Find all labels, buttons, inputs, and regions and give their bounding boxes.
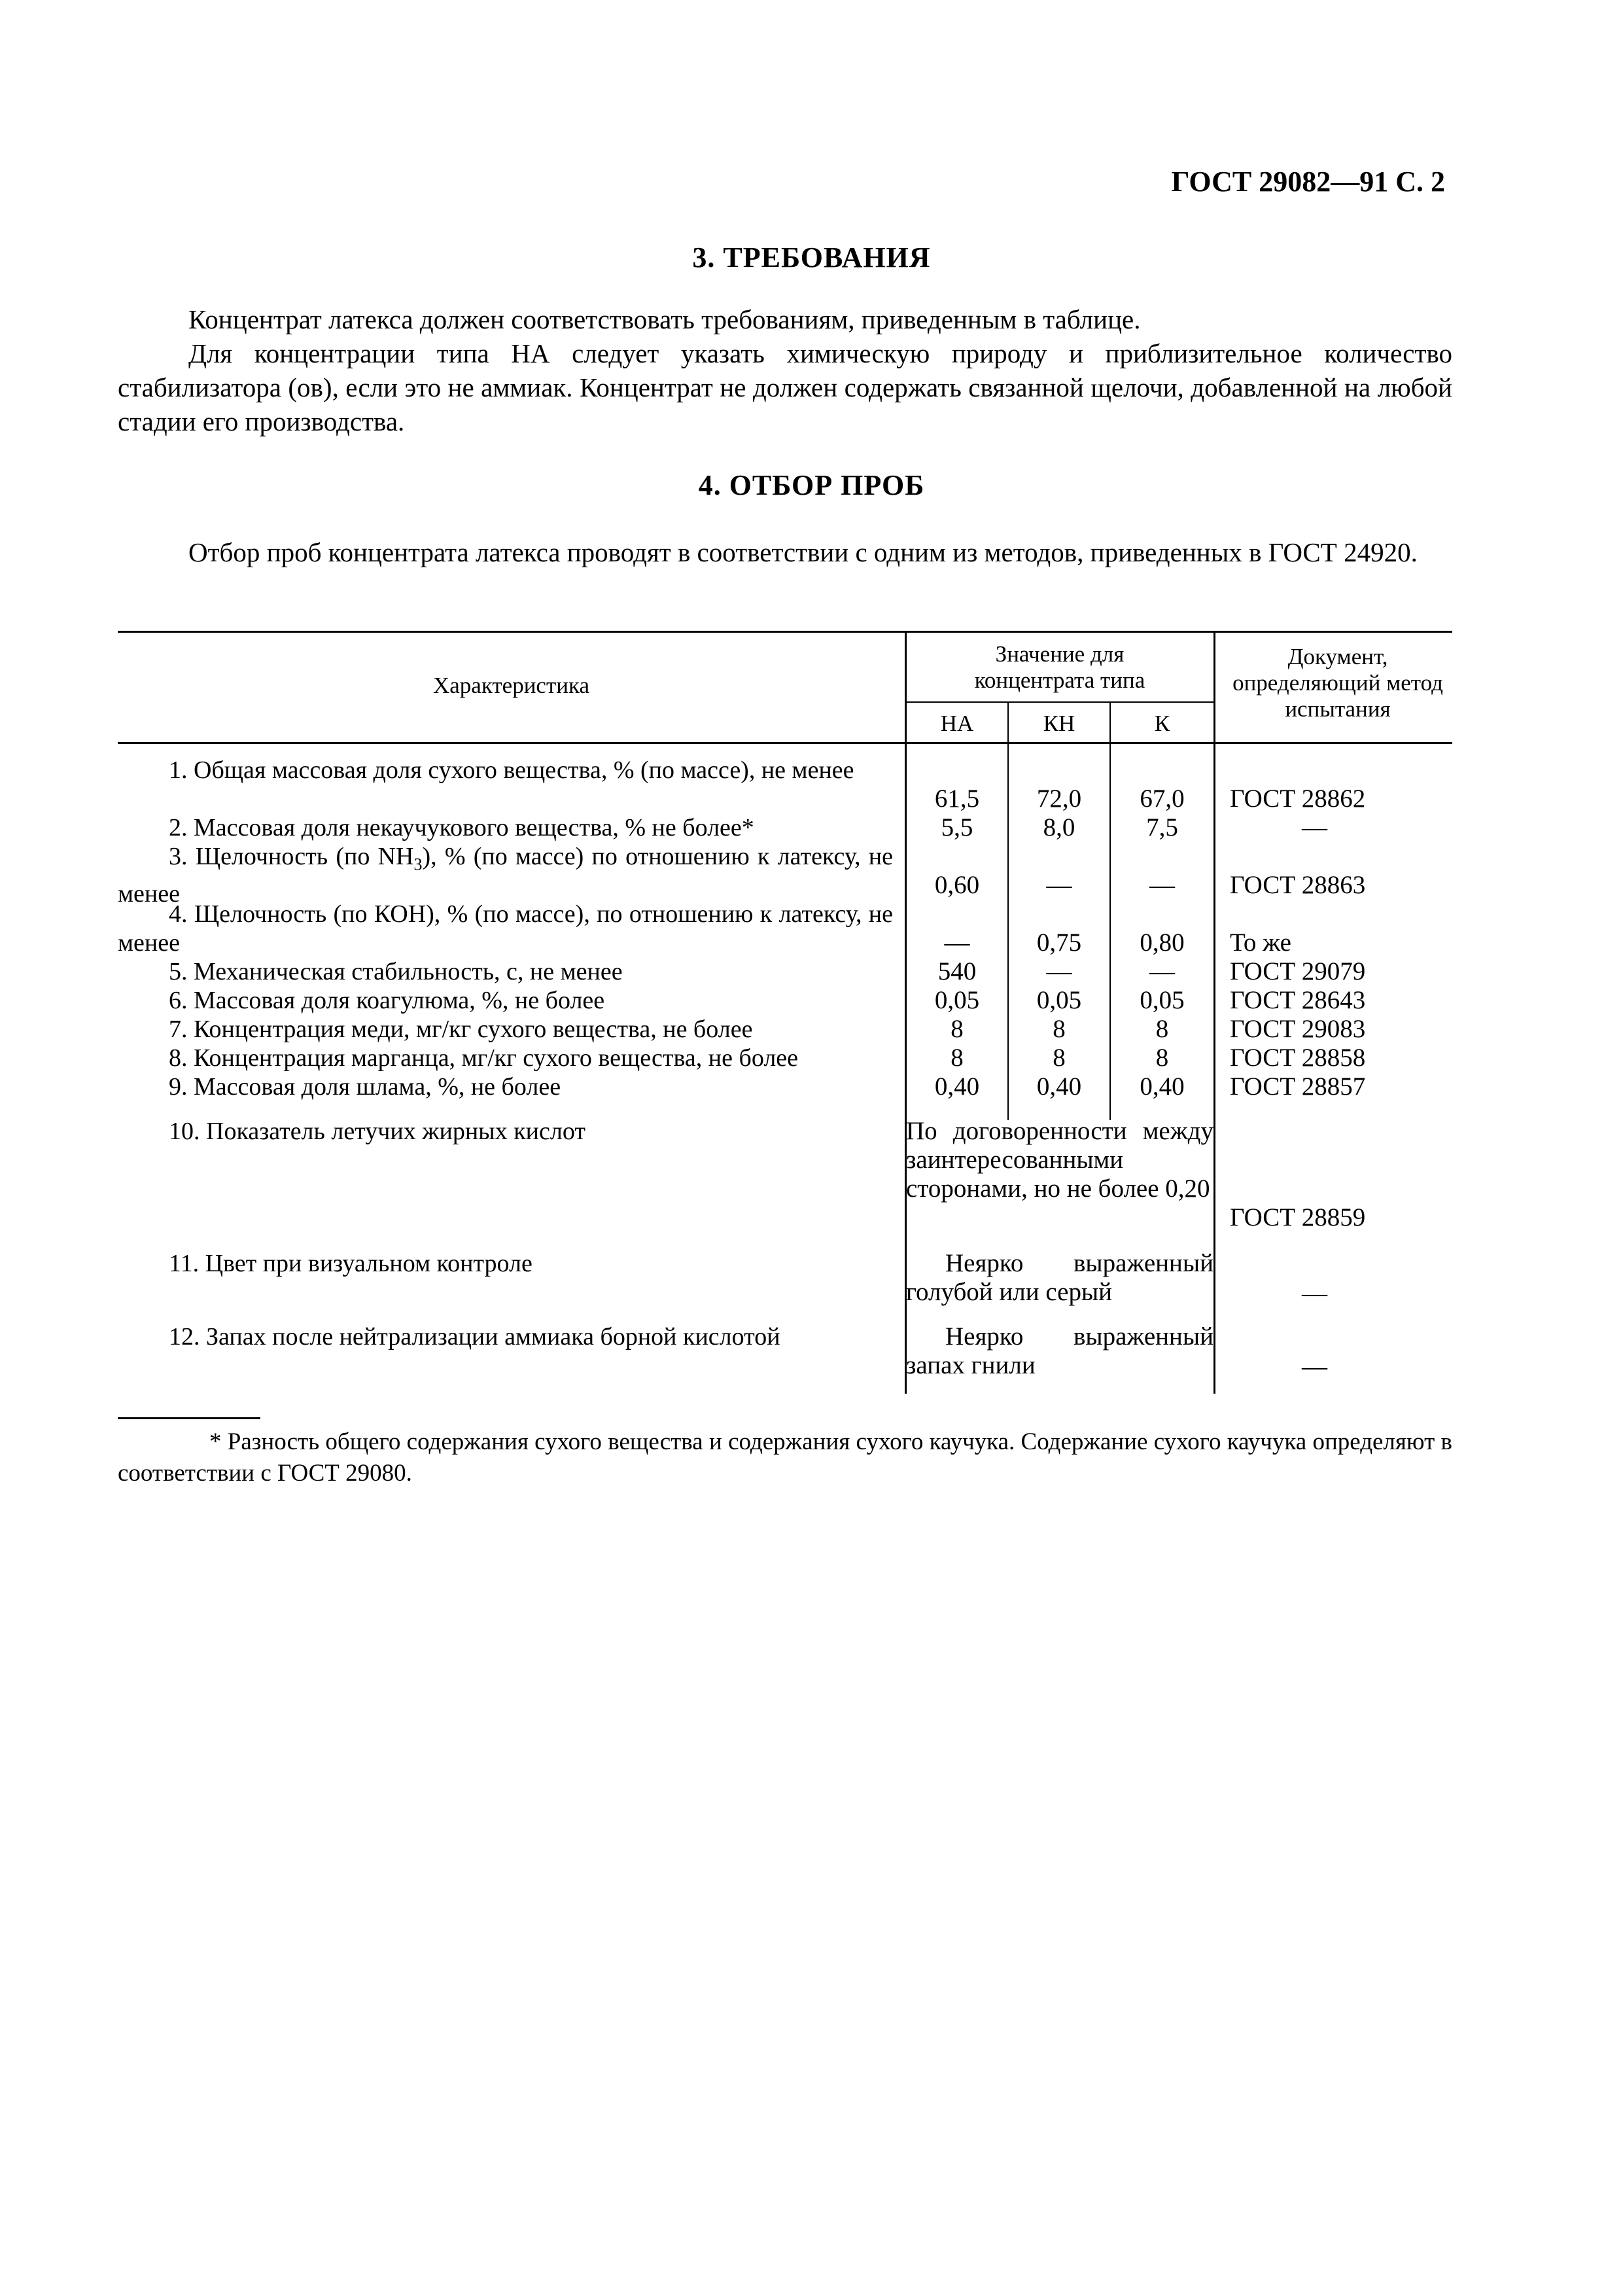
table-row-characteristic: 4. Щелочность (по КОН), % (по массе), по отношению к латексу, не менее bbox=[118, 900, 893, 957]
footnote bbox=[118, 1426, 1452, 1489]
table-cell-na: 61,5 bbox=[934, 785, 980, 813]
table-cell-document: ГОСТ 28643 bbox=[1230, 986, 1366, 1014]
table-row-characteristic: 7. Концентрация меди, мг/кг сухого вещества, не более bbox=[169, 1016, 753, 1043]
table-cell-na: 0,05 bbox=[934, 986, 980, 1014]
table-cell-kn: 0,40 bbox=[1036, 1072, 1082, 1101]
header-col-k: К bbox=[1154, 711, 1170, 736]
header-sub-rule bbox=[906, 701, 1213, 703]
table-top-rule bbox=[118, 631, 1452, 633]
table-cell-document: — bbox=[1302, 1279, 1327, 1307]
header-value-group: Значение для концентрата типа bbox=[974, 641, 1145, 693]
table-cell-kn: 8 bbox=[1053, 1044, 1066, 1072]
table-cell-k: 8 bbox=[1155, 1015, 1169, 1043]
header-col-na: НА bbox=[940, 711, 974, 736]
section-4-body bbox=[118, 535, 1452, 569]
table-row-characteristic: 6. Массовая доля коагулюма, %, не более bbox=[169, 987, 605, 1014]
table-cell-kn: — bbox=[1046, 871, 1072, 899]
table-cell-document: ГОСТ 28857 bbox=[1230, 1072, 1366, 1101]
table-cell-kn: 8,0 bbox=[1043, 813, 1075, 841]
table-cell-document: ГОСТ 28862 bbox=[1230, 785, 1366, 813]
table-cell-kn: — bbox=[1046, 957, 1072, 985]
footnote-text: * Разность общего содержания сухого вещества и содержания сухого каучука. Содержание сухого каучука определяют в соответствии с ГОСТ 29080. bbox=[118, 1428, 1452, 1487]
table-cell-k: 0,80 bbox=[1140, 928, 1185, 957]
table-cell-note: По договоренности между заинтересованными сторонами, но не более 0,20 bbox=[906, 1117, 1213, 1203]
header-bottom-rule bbox=[118, 742, 1452, 744]
footnote-rule bbox=[118, 1417, 260, 1419]
table-cell-na: 8 bbox=[951, 1015, 964, 1043]
table-cell-na: 5,5 bbox=[941, 813, 973, 841]
table-cell-kn: 8 bbox=[1053, 1015, 1066, 1043]
table-cell-kn: 0,75 bbox=[1036, 928, 1082, 957]
table-cell-document: То же bbox=[1230, 928, 1291, 957]
table-cell-k: — bbox=[1149, 957, 1175, 985]
table-row-characteristic: 11. Цвет при визуальном контроле bbox=[169, 1250, 532, 1277]
table-cell-na: 0,40 bbox=[934, 1072, 980, 1101]
table-row-characteristic: 2. Массовая доля некаучукового вещества, % не более* bbox=[169, 814, 754, 841]
section-3-paragraph: Для концентрации типа НА следует указать химическую природу и приблизительное количество стабилизатора (ов), если это не аммиак. Концентрат не должен содержать связанной щелочи, добавленной на любой стадии его производства. bbox=[118, 338, 1452, 436]
table-cell-document: ГОСТ 28859 bbox=[1230, 1203, 1366, 1231]
document-header: ГОСТ 29082—91 С. 2 bbox=[1171, 166, 1445, 198]
section-3-paragraph: Концентрат латекса должен соответствовать требованиям, приведенным в таблице. bbox=[188, 304, 1141, 334]
table-row-characteristic: 3. Щелочность (по $NH_3$), % (по массе) по отношению к латексу, не менее bbox=[118, 843, 893, 908]
table-cell-document: ГОСТ 28858 bbox=[1230, 1044, 1366, 1072]
table-row-characteristic: 10. Показатель летучих жирных кислот bbox=[169, 1118, 585, 1145]
table-cell-k: 8 bbox=[1155, 1044, 1169, 1072]
table-cell-k: 0,40 bbox=[1140, 1072, 1185, 1101]
section-3-title: 3. ТРЕБОВАНИЯ bbox=[692, 241, 931, 274]
table-row-characteristic: 12. Запах после нейтрализации аммиака борной кислотой bbox=[169, 1323, 780, 1351]
table-row-characteristic: 1. Общая массовая доля сухого вещества, % (по массе), не менее bbox=[169, 756, 854, 784]
table-cell-document: — bbox=[1302, 1352, 1327, 1381]
header-col-kn: КН bbox=[1043, 711, 1075, 736]
table-cell-na: 540 bbox=[937, 957, 977, 985]
table-cell-note: Неярко выраженный запах гнили bbox=[906, 1322, 1213, 1379]
table-cell-document: ГОСТ 28863 bbox=[1230, 871, 1366, 899]
table-cell-k: 7,5 bbox=[1146, 813, 1178, 841]
table-cell-document: ГОСТ 29079 bbox=[1230, 957, 1366, 985]
section-4-paragraph: Отбор проб концентрата латекса проводят в соответствии с одним из методов, приведенных в ГОСТ 24920. bbox=[188, 537, 1418, 567]
header-characteristic: Характеристика bbox=[432, 673, 590, 698]
table-cell-note: Неярко выраженный голубой или серый bbox=[906, 1249, 1213, 1306]
table-row-characteristic: 8. Концентрация марганца, мг/кг сухого вещества, не более bbox=[169, 1044, 799, 1072]
table-row-characteristic: 5. Механическая стабильность, с, не менее bbox=[169, 958, 623, 985]
table-cell-k: 0,05 bbox=[1140, 986, 1185, 1014]
table-cell-document: ГОСТ 29083 bbox=[1230, 1015, 1366, 1043]
table-cell-k: — bbox=[1149, 871, 1175, 899]
table-cell-kn: 72,0 bbox=[1036, 785, 1082, 813]
header-document: Документ, определяющий метод испытания bbox=[1232, 644, 1443, 722]
table-cell-document: — bbox=[1302, 813, 1327, 841]
table-cell-k: 67,0 bbox=[1140, 785, 1185, 813]
table-row-characteristic: 9. Массовая доля шлама, %, не более bbox=[169, 1073, 561, 1101]
section-3-body bbox=[118, 302, 1452, 438]
section-4-title: 4. ОТБОР ПРОБ bbox=[698, 469, 925, 501]
table-cell-na: — bbox=[944, 928, 970, 957]
col-divider bbox=[1213, 632, 1215, 1394]
table-cell-na: 8 bbox=[951, 1044, 964, 1072]
table-cell-na: 0,60 bbox=[934, 871, 980, 899]
table-cell-kn: 0,05 bbox=[1036, 986, 1082, 1014]
